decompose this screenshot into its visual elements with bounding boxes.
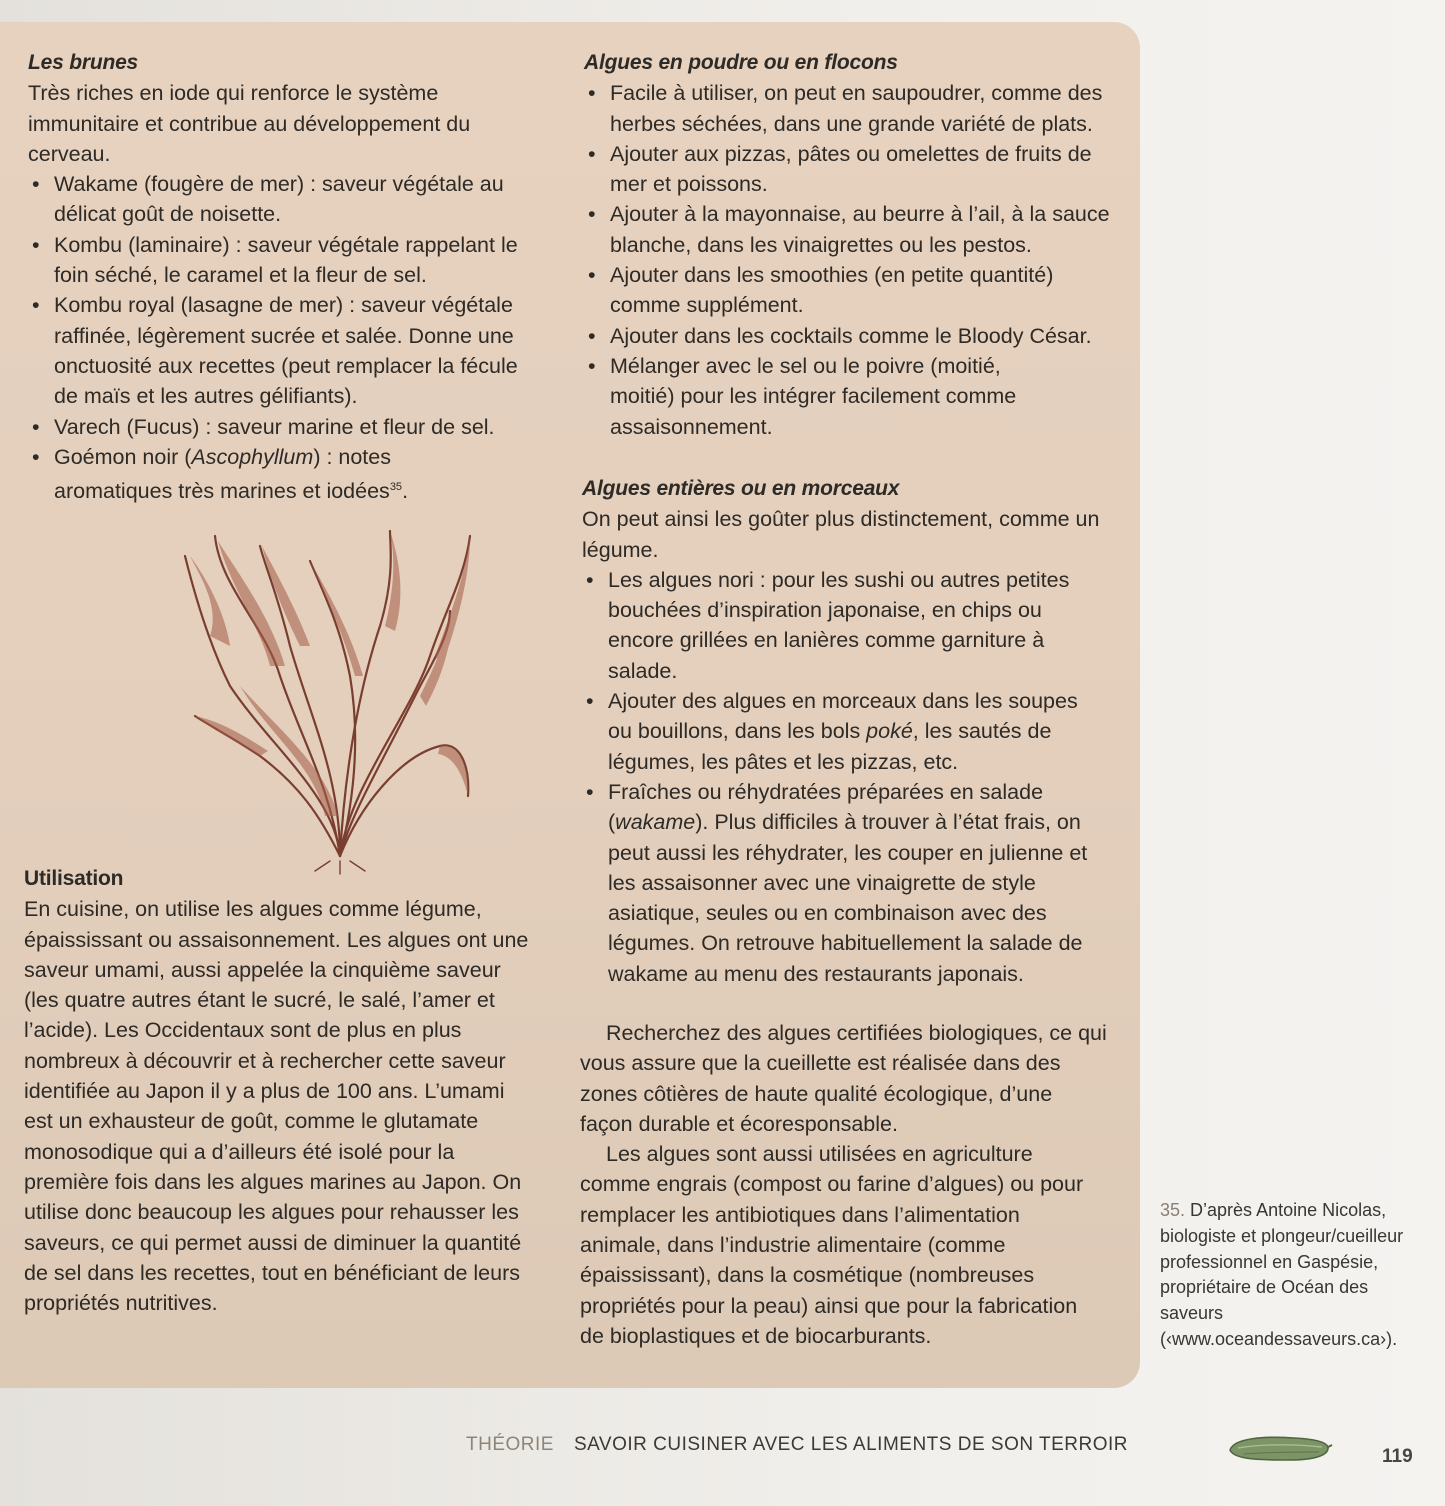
brunes-title: Les brunes — [28, 51, 139, 74]
footer-title: SAVOIR CUISINER AVEC LES ALIMENTS DE SON TERROIR — [574, 1434, 1129, 1455]
utilisation-text: En cuisine, on utilise les algues comme légume, épaississant ou assaisonnement. Les algues ont une saveur umami, aussi appelée la cinquième saveur (les quatre autres étant le sucré, le salé, l’amer et l’acide). Les Occidentaux sont de plus en plus nombreux à découvrir et à rechercher cette saveur identifiée au Japon il y a plus de 100 ans. L’umami est un exhausteur de goût, comme le glutamate monosodique qui a d’ailleurs été isolé pour la première fois dans les algues marines au Japon. On utilise donc beaucoup les algues pour rehausser les saveurs, ce qui permet aussi de diminuer la quantité de sel dans les recettes, tout en bénéficiant de leurs propriétés nutritives. — [24, 897, 529, 1316]
zucchini-icon — [1224, 1430, 1334, 1466]
list-item: • Kombu (laminaire) : saveur végétale rappelant le foin séché, le caramel et la fleur de sel. — [54, 230, 534, 291]
list-item: • Ajouter des algues en morceaux dans les soupes ou bouillons, dans les bols poké, les sautés de légumes, les pâtes et les pizzas, etc. — [608, 686, 1098, 777]
paragraph-usages: Les algues sont aussi utilisées en agriculture comme engrais (compost ou farine d’algues) ou pour remplacer les antibiotiques dans l’alimentation animale, dans l’industrie alimentaire (comme épaississant), dans la cosmétique (nombreuses propriétés pour la peau) ainsi que pour la fabrication de bioplastiques et de biocarburants. — [580, 1142, 1084, 1348]
entieres-title: Algues entières ou en morceaux — [582, 477, 900, 500]
species-name: Ascophyllum — [191, 444, 314, 469]
entieres-intro: On peut ainsi les goûter plus distinctement, comme un légume. — [582, 507, 1100, 562]
entieres-list — [582, 565, 1098, 989]
list-item: • Kombu royal (lasagne de mer) : saveur végétale raffinée, légèrement sucrée et salée. Donne une onctuosité aux recettes (peut remplacer la fécule de maïs et les autres gélifiants). — [54, 290, 534, 411]
list-item: • Ajouter dans les smoothies (en petite quantité) comme supplément. — [610, 260, 1110, 321]
paragraph-bio: Recherchez des algues certifiées biologiques, ce qui vous assure que la cueillette est réalisée dans des zones côtières de haute qualité écologique, d’une façon durable et écoresponsable. — [580, 1021, 1107, 1136]
list-item: • Ajouter aux pizzas, pâtes ou omelettes de fruits de mer et poissons. — [610, 139, 1110, 200]
list-item: • Fraîches ou réhydratées préparées en salade (wakame). Plus difficiles à trouver à l’état frais, on peut aussi les réhydrater, les couper en julienne et les assaisonner avec une vinaigrette de style asiatique, seules ou en combinaison avec des légumes. On retrouve habituellement la salade de wakame au menu des restaurants japonais. — [608, 777, 1098, 989]
list-item: • Mélanger avec le sel ou le poivre (moitié, moitié) pour les intégrer facilement comme assaisonnement. — [610, 351, 1050, 442]
section-poudre — [584, 48, 1124, 442]
poudre-list — [584, 78, 1110, 442]
list-item: • Les algues nori : pour les sushi ou autres petites bouchées d’inspiration japonaise, en chips ou encore grillées en lanières comme garniture à salade. — [608, 565, 1098, 686]
brunes-list — [28, 169, 534, 506]
footnote — [1160, 1198, 1420, 1353]
section-conclusion — [580, 1018, 1120, 1351]
poudre-title: Algues en poudre ou en flocons — [584, 51, 898, 74]
section-brunes — [28, 48, 548, 507]
seaweed-illustration — [150, 516, 510, 876]
list-item: • Facile à utiliser, on peut en saupoudrer, comme des herbes séchées, dans une grande variété de plats. — [610, 78, 1110, 139]
list-item: • Goémon noir (Ascophyllum) : notes aromatiques très marines et iodées$^{35}$. — [54, 442, 504, 507]
list-item: • Varech (Fucus) : saveur marine et fleur de sel. — [54, 412, 534, 442]
footnote-text: D’après Antoine Nicolas, biologiste et plongeur/cueilleur professionnel en Gaspésie, propriétaire de Océan des saveurs (‹www.oceandessaveurs.ca›). — [1160, 1200, 1404, 1349]
brunes-intro: Très riches en iode qui renforce le système immunitaire et contribue au développement du cerveau. — [28, 81, 471, 166]
utilisation-title: Utilisation — [24, 867, 124, 890]
section-entieres — [582, 474, 1122, 989]
footnote-number: 35. — [1160, 1200, 1186, 1220]
footnote-ref: 35 — [389, 481, 403, 494]
list-item: • Ajouter à la mayonnaise, au beurre à l’ail, à la sauce blanche, dans les vinaigrettes ou les pestos. — [610, 199, 1110, 260]
page-number: 119 — [1382, 1446, 1413, 1467]
footer-section: THÉORIE — [466, 1434, 554, 1455]
list-item: • Wakame (fougère de mer) : saveur végétale au délicat goût de noisette. — [54, 169, 534, 230]
section-utilisation — [24, 864, 544, 1318]
list-item: • Ajouter dans les cocktails comme le Bloody César. — [610, 321, 1110, 351]
